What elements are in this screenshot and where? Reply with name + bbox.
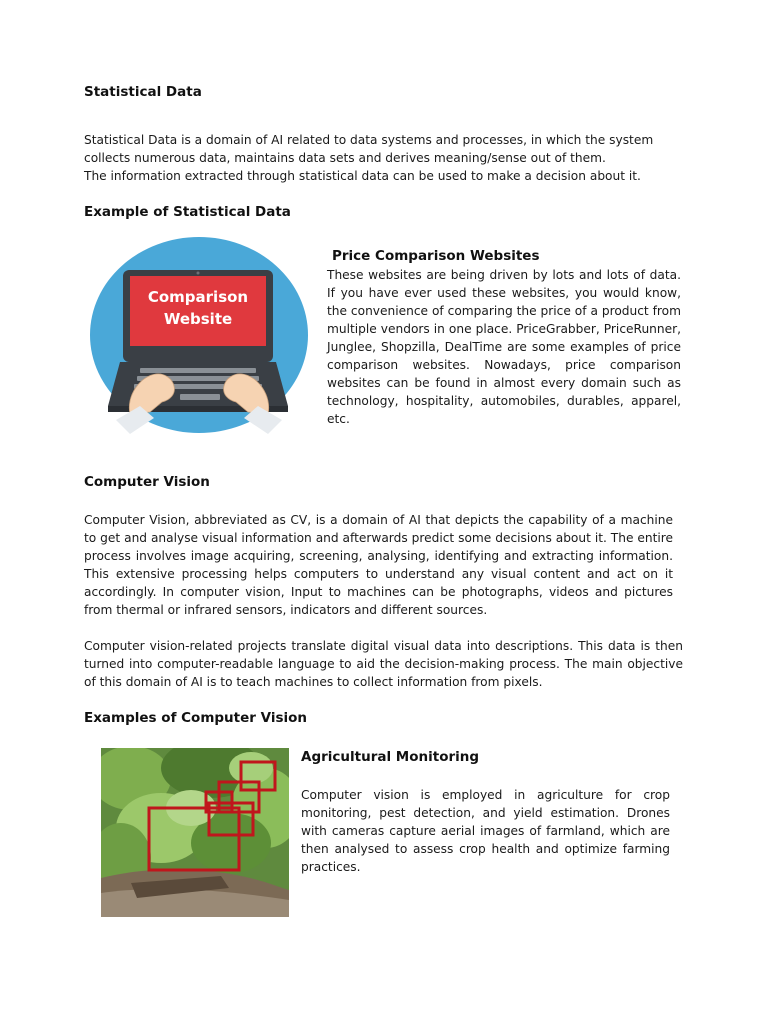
statistical-data-intro xyxy=(84,131,680,185)
agricultural-monitoring-photo xyxy=(101,748,289,917)
computer-vision-paragraph-1: Computer Vision, abbreviated as CV, is a domain of AI that depicts the capability of a machine to get and analyse visual information and afterwards predict some decisions about it. The entire process involves image acquiring, screening, analysing, identifying and extracting information. This extensive processing helps computers to understand any visual content and act on it accordingly. In computer vision, Input to machines can be photographs, videos and pictures from thermal or infrared sensors, indicators and different sources. xyxy=(84,513,673,617)
statistical-data-paragraph-2: The information extracted through statistical data can be used to make a decision about it. xyxy=(84,169,641,183)
section-heading-examples-computer-vision: Examples of Computer Vision xyxy=(84,710,308,726)
section-heading-example-statistical-data: Example of Statistical Data xyxy=(84,204,291,220)
agricultural-monitoring-body: Computer vision is employed in agriculture for crop monitoring, pest detection, and yield estimation. Drones with cameras capture aerial images of farmland, which are then analysed to assess crop health and optimize farming practices. xyxy=(301,788,670,874)
computer-vision-paragraph-2: Computer vision-related projects translate digital visual data into descriptions. This data is then turned into computer-readable language to aid the decision-making process. The main objective of this domain of AI is to teach machines to collect information from pixels. xyxy=(84,639,683,689)
price-comparison-subheading: Price Comparison Websites xyxy=(332,248,540,264)
screen-caption-line-2: Website xyxy=(163,310,233,328)
screen-caption-line-1: Comparison xyxy=(147,288,249,306)
price-comparison-body: These websites are being driven by lots and lots of data. If you have ever used these websites, you would know, the convenience of comparing the price of a product from multiple vendors in one place. PriceGrabber, PriceRunner, Junglee, Shopzilla, DealTime are some examples of price comparison websites. Nowadays, price comparison websites can be found in almost every domain such as technology, hospitality, automobiles, durables, apparel, etc. xyxy=(327,268,681,426)
statistical-data-paragraph-1: Statistical Data is a domain of AI related to data systems and processes, in which the system collects numerous data, maintains data sets and derives meaning/sense out of them. xyxy=(84,133,654,165)
section-heading-statistical-data: Statistical Data xyxy=(84,84,202,100)
section-heading-computer-vision: Computer Vision xyxy=(84,474,210,490)
agricultural-monitoring-subheading: Agricultural Monitoring xyxy=(301,749,480,765)
comparison-website-illustration xyxy=(90,236,308,434)
